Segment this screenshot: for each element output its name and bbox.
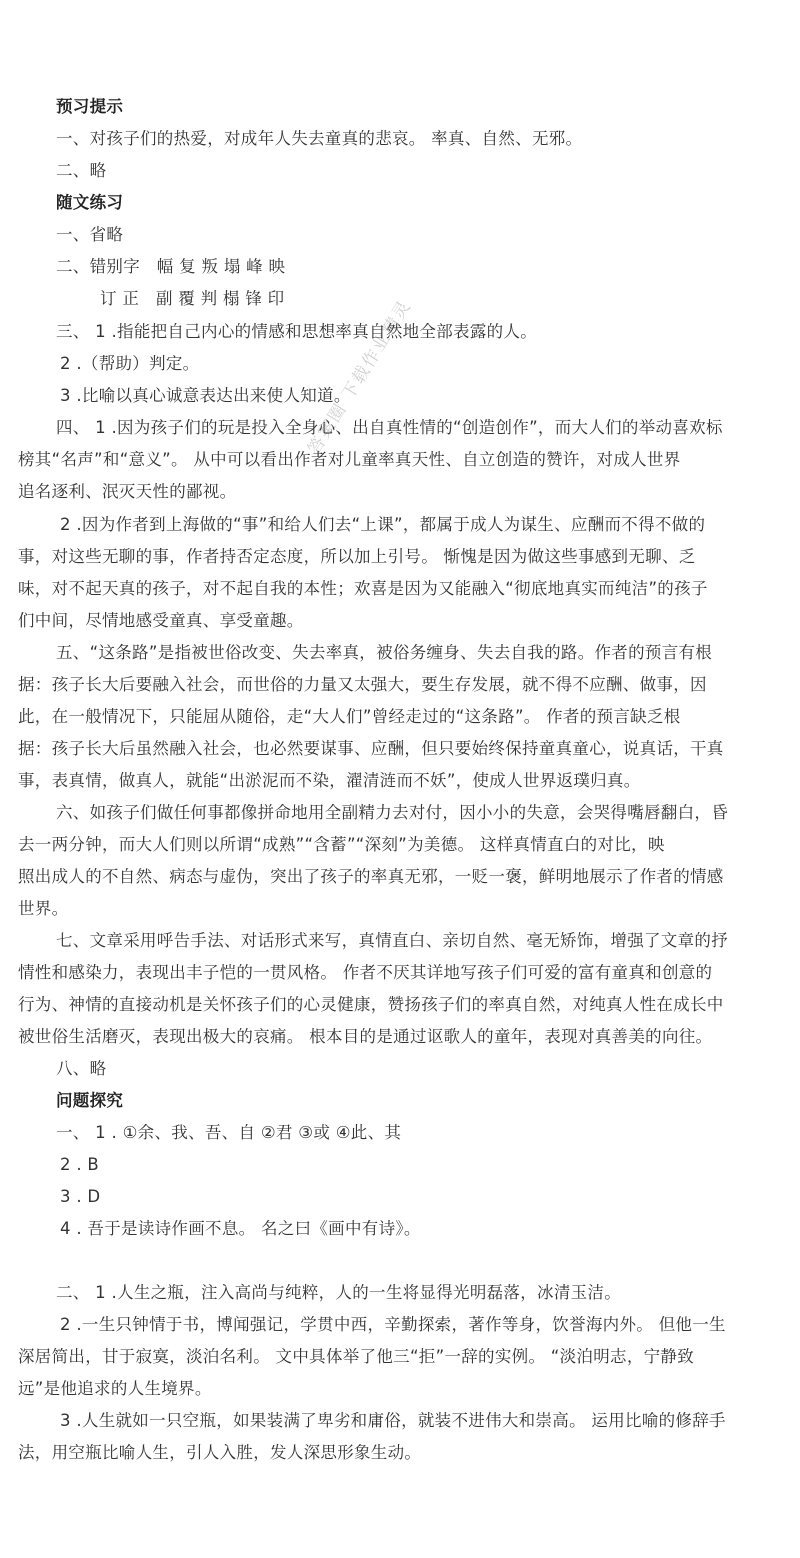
text-line: 3 . D <box>60 1187 101 1206</box>
text-line: 三、 1 .指能把自己内心的情感和思想率真自然地全部表露的人。 <box>56 322 538 341</box>
text-line: 4 . 吾于是读诗作画不息。 名之曰《画中有诗》。 <box>60 1219 421 1238</box>
text-line: 2 . B <box>60 1155 100 1174</box>
text-line: 世界。 <box>18 899 69 918</box>
text-line: 八、略 <box>56 1059 107 1078</box>
text-line: 二、略 <box>56 161 107 180</box>
watermark: 答案圈 下载作业精灵 <box>304 296 416 459</box>
text-line: 2 .（帮助）判定。 <box>60 354 200 373</box>
text-line: 情性和感染力，表现出丰子恺的一贯风格。 作者不厌其详地写孩子们可爱的富有童真和创意的 <box>18 963 713 982</box>
text-line: 二、 1 .人生之瓶，注入高尚与纯粹，人的一生将显得光明磊落，冰清玉洁。 <box>56 1283 622 1302</box>
text-line: 一、 1 . ①余、我、吾、自 ②君 ③或 ④此、其 <box>56 1123 402 1142</box>
text-line: 事，对这些无聊的事，作者持否定态度，所以加上引号。 惭愧是因为做这些事感到无聊、乏 <box>18 547 696 566</box>
text-line: 一、对孩子们的热爱，对成年人失去童真的悲哀。 率真、自然、无邪。 <box>56 129 583 148</box>
text-line: 3 .人生就如一只空瓶，如果装满了卑劣和庸俗，就装不进伟大和崇高。 运用比喻的修辞手 <box>60 1411 726 1430</box>
text-line: 追名逐利、泯灭天性的鄙视。 <box>18 482 237 501</box>
text-line: 据：孩子长大后虽然融入社会，也必然要谋事、应酬，但只要始终保持童真童心，说真话，干真 <box>18 739 724 758</box>
text-line: 行为、神情的直接动机是关怀孩子们的心灵健康，赞扬孩子们的率真自然，对纯真人性在成长中 <box>18 995 724 1014</box>
text-line: 照出成人的不自然、病态与虚伪，突出了孩子的率真无邪，一贬一褒，鲜明地展示了作者的情感 <box>18 867 724 886</box>
text-line: 们中间，尽情地感受童真、享受童趣。 <box>18 611 304 630</box>
heading-practice: 随文练习 <box>56 193 124 212</box>
text-line: 六、如孩子们做任何事都像拼命地用全副精力去对付，因小小的失意，会哭得嘴唇翻白，昏 <box>56 803 728 822</box>
text-line: 七、文章采用呼告手法、对话形式来写，真情直白、亲切自然、毫无矫饰，增强了文章的抒 <box>56 931 728 950</box>
text-line: 2 .因为作者到上海做的“事”和给人们去“上课”，都属于成人为谋生、应酬而不得不做的 <box>60 515 706 534</box>
text-line: 此，在一般情况下，只能屈从随俗，走“大人们”曾经走过的“这条路”。 作者的预言缺乏根 <box>18 707 681 726</box>
text-line: 二、错别字 幅 复 叛 塌 峰 映 <box>56 257 286 276</box>
text-line: 3 .比喻以真心诚意表达出来使人知道。 <box>60 386 351 405</box>
heading-inquiry: 问题探究 <box>56 1091 124 1110</box>
text-line: 四、 1 .因为孩子们的玩是投入全身心、出自真性情的“创造创作”，而大人们的举动喜欢标 <box>56 418 723 437</box>
text-line: 订 正 副 覆 判 榻 锋 印 <box>100 289 285 308</box>
text-line: 法，用空瓶比喻人生，引人入胜，发人深思形象生动。 <box>18 1443 422 1462</box>
text-line: 深居简出，甘于寂寞，淡泊名利。 文中具体举了他三“拒”一辞的实例。 “淡泊明志，宁静致 <box>18 1347 695 1366</box>
text-line: 去一两分钟，而大人们则以所谓“成熟”“含蓄”“深刻”为美德。 这样真情直白的对比，映 <box>18 835 665 854</box>
text-line: 味，对不起天真的孩子，对不起自我的本性；欢喜是因为又能融入“彻底地真实而纯洁”的孩子 <box>18 579 708 598</box>
text-line: 一、省略 <box>56 225 124 244</box>
text-line: 榜其“名声”和“意义”。 从中可以看出作者对儿童率真天性、自立创造的赞许，对成人世界 <box>18 450 681 469</box>
text-line: 远”是他追求的人生境界。 <box>18 1379 212 1398</box>
text-line: 事，表真情，做真人，就能“出淤泥而不染，濯清涟而不妖”，使成人世界返璞归真。 <box>18 771 641 790</box>
text-line: 五、“这条路”是指被世俗改变、失去率真，被俗务缠身、失去自我的路。作者的预言有根 <box>56 643 713 662</box>
text-line: 被世俗生活磨灭，表现出极大的哀痛。 根本目的是通过讴歌人的童年，表现对真善美的向往。 <box>18 1027 713 1046</box>
text-line: 据：孩子长大后要融入社会，而世俗的力量又太强大，要生存发展，就不得不应酬、做事，因 <box>18 675 707 694</box>
text-line: 2 .一生只钟情于书，博闻强记，学贯中西，辛勤探索，著作等身，饮誉海内外。 但他一生 <box>60 1315 726 1334</box>
heading-preview-tips: 预习提示 <box>56 97 124 116</box>
